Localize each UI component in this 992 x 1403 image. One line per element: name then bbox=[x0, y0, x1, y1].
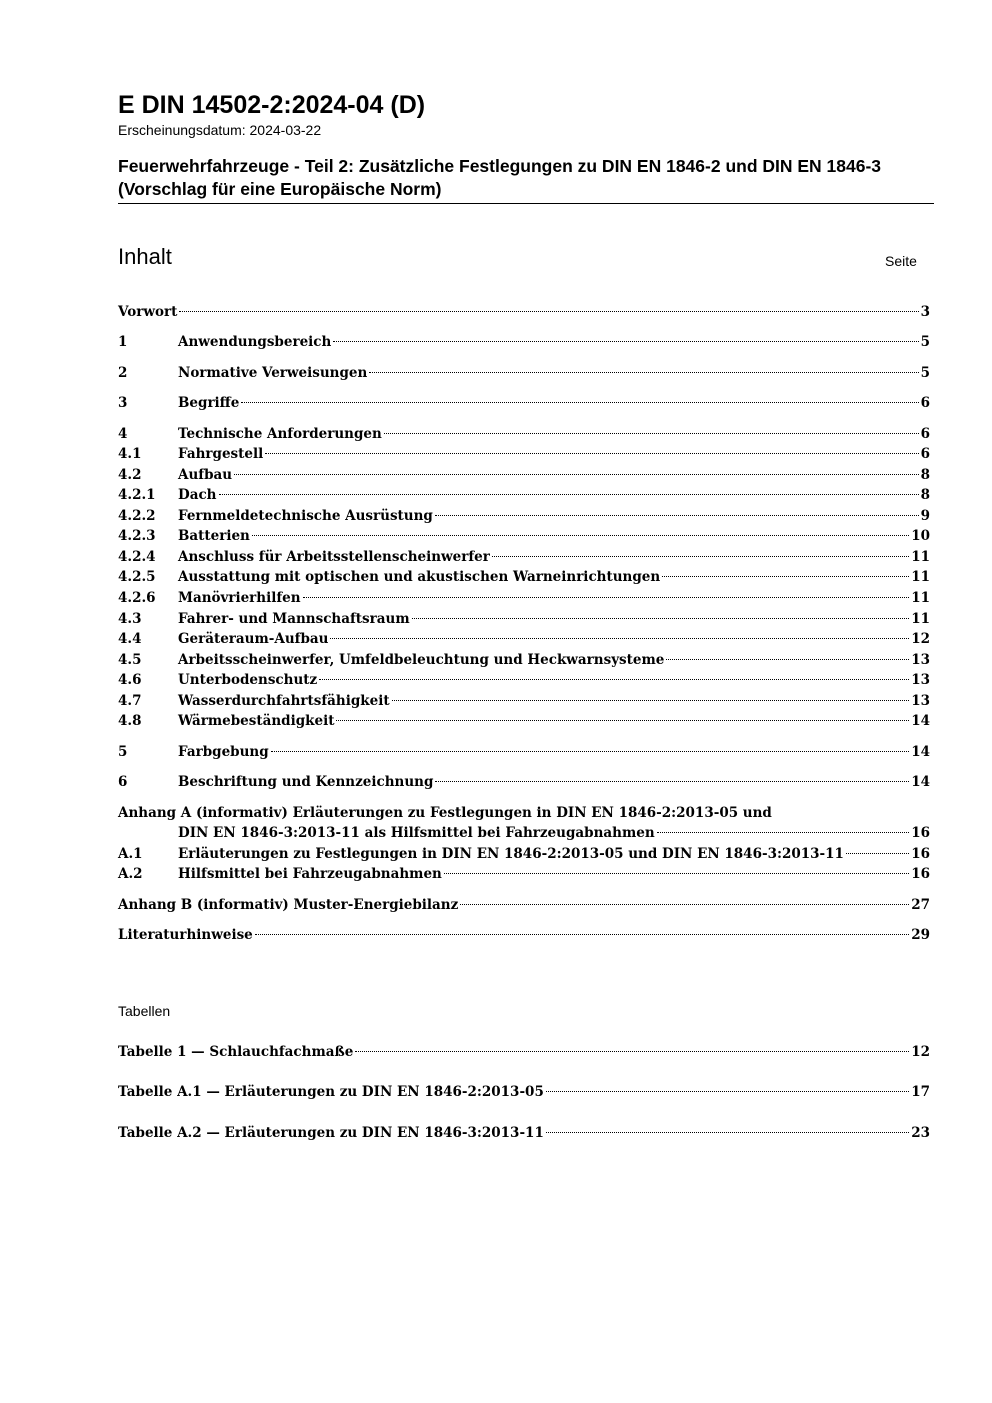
toc-entry-annex-a-line1[interactable]: Anhang A (informativ) Erläuterungen zu Festlegungen in DIN EN 1846-2:2013-05 und bbox=[118, 805, 772, 821]
toc-page: 11 bbox=[911, 611, 930, 627]
toc-label: Dach bbox=[178, 487, 217, 503]
dot-leader bbox=[330, 638, 909, 639]
dot-leader bbox=[241, 402, 918, 403]
toc-entry-a-1[interactable] bbox=[118, 844, 930, 864]
toc-label: Farbgebung bbox=[178, 744, 269, 760]
toc-label: Aufbau bbox=[178, 467, 233, 483]
toc-entry-4-3[interactable] bbox=[118, 609, 930, 629]
toc-entry-a-2[interactable] bbox=[118, 864, 930, 884]
table-page: 17 bbox=[911, 1084, 930, 1100]
table-label: Tabelle 1 — Schlauchfachmaße bbox=[118, 1044, 354, 1060]
toc-page: 14 bbox=[911, 713, 930, 729]
toc-page: 6 bbox=[920, 446, 930, 462]
dot-leader bbox=[662, 576, 909, 577]
toc-entry-4-2-3[interactable] bbox=[118, 526, 930, 546]
document-title: Feuerwehrfahrzeuge - Teil 2: Zusätzliche Festlegungen zu DIN EN 1846-2 und DIN EN 1846-3 (Vorschlag für eine Europäische Norm) bbox=[118, 155, 934, 204]
toc-number: 4 bbox=[118, 426, 128, 442]
toc-entry-2[interactable] bbox=[118, 363, 930, 383]
dot-leader bbox=[234, 474, 918, 475]
toc-number: 4.2.6 bbox=[118, 590, 156, 606]
toc-page: 16 bbox=[911, 846, 930, 862]
toc-number: 2 bbox=[118, 365, 128, 381]
dot-leader bbox=[265, 453, 918, 454]
dot-leader bbox=[355, 1051, 909, 1052]
table-entry-a-1[interactable] bbox=[118, 1082, 930, 1102]
tables-heading: Tabellen bbox=[118, 1003, 171, 1019]
table-page: 12 bbox=[911, 1044, 930, 1060]
toc-page: 16 bbox=[911, 825, 930, 841]
toc-number: 1 bbox=[118, 334, 128, 350]
dot-leader bbox=[333, 341, 918, 342]
dot-leader bbox=[384, 433, 919, 434]
toc-number: A.2 bbox=[118, 866, 143, 882]
toc-page: 3 bbox=[920, 304, 930, 320]
dot-leader bbox=[657, 832, 910, 833]
toc-label: Beschriftung und Kennzeichnung bbox=[178, 774, 434, 790]
toc-label: Fernmeldetechnische Ausrüstung bbox=[178, 508, 433, 524]
toc-entry-bibliography[interactable] bbox=[118, 925, 930, 945]
toc-page: 14 bbox=[911, 744, 930, 760]
document-header bbox=[118, 90, 934, 204]
toc-label: Arbeitsscheinwerfer, Umfeldbeleuchtung und Heckwarnsysteme bbox=[178, 652, 665, 668]
toc-number: 4.2.1 bbox=[118, 487, 156, 503]
toc-label: Manövrierhilfen bbox=[178, 590, 301, 606]
toc-number: 4.8 bbox=[118, 713, 142, 729]
toc-page: 13 bbox=[911, 693, 930, 709]
toc-entry-1[interactable] bbox=[118, 332, 930, 352]
toc-label: Fahrgestell bbox=[178, 446, 264, 462]
toc-entry-4-4[interactable] bbox=[118, 629, 930, 649]
toc-page: 13 bbox=[911, 652, 930, 668]
toc-page: 8 bbox=[920, 487, 930, 503]
dot-leader bbox=[412, 618, 910, 619]
toc-label: Begriffe bbox=[178, 395, 240, 411]
toc-number: 4.1 bbox=[118, 446, 142, 462]
toc-number: 4.4 bbox=[118, 631, 142, 647]
dot-leader bbox=[271, 751, 910, 752]
table-page: 23 bbox=[911, 1125, 930, 1141]
dot-leader bbox=[219, 494, 919, 495]
toc-number: 3 bbox=[118, 395, 128, 411]
toc-number: 4.2 bbox=[118, 467, 142, 483]
toc-page: 8 bbox=[920, 467, 930, 483]
toc-number: 4.5 bbox=[118, 652, 142, 668]
table-entry-1[interactable] bbox=[118, 1042, 930, 1062]
toc-page: 5 bbox=[920, 334, 930, 350]
dot-leader bbox=[369, 372, 918, 373]
dot-leader bbox=[303, 597, 910, 598]
toc-label: Ausstattung mit optischen und akustischen Warneinrichtungen bbox=[178, 569, 661, 585]
dot-leader bbox=[435, 781, 909, 782]
dot-leader bbox=[255, 934, 909, 935]
toc-page: 5 bbox=[920, 365, 930, 381]
toc-label: Anwendungsbereich bbox=[178, 334, 332, 350]
dot-leader bbox=[336, 720, 909, 721]
toc-entry-3[interactable] bbox=[118, 393, 930, 413]
toc-entry-4-6[interactable] bbox=[118, 670, 930, 690]
toc-label: Anschluss für Arbeitsstellenscheinwerfer bbox=[178, 549, 490, 565]
toc-entry-4-2-4[interactable] bbox=[118, 547, 930, 567]
dot-leader bbox=[319, 679, 909, 680]
toc-entry-4-5[interactable] bbox=[118, 650, 930, 670]
toc-number: 4.3 bbox=[118, 611, 142, 627]
toc-page: 6 bbox=[920, 395, 930, 411]
toc-number: 5 bbox=[118, 744, 128, 760]
toc-label: Hilfsmittel bei Fahrzeugabnahmen bbox=[178, 866, 442, 882]
toc-page: 16 bbox=[911, 866, 930, 882]
toc-number: 4.6 bbox=[118, 672, 142, 688]
toc-number: 6 bbox=[118, 774, 128, 790]
document-id: E DIN 14502-2:2024-04 (D) bbox=[118, 91, 426, 119]
toc-entry-4-8[interactable] bbox=[118, 711, 930, 731]
toc-page: 9 bbox=[920, 508, 930, 524]
toc-page: 14 bbox=[911, 774, 930, 790]
toc-label: Erläuterungen zu Festlegungen in DIN EN 1846-2:2013-05 und DIN EN 1846-3:2013-11 bbox=[178, 846, 844, 862]
toc-page: 12 bbox=[911, 631, 930, 647]
page-column-label: Seite bbox=[885, 253, 917, 269]
toc-label: Geräteraum-Aufbau bbox=[178, 631, 329, 647]
dot-leader bbox=[460, 904, 909, 905]
toc-label: Vorwort bbox=[118, 304, 178, 320]
toc-page: 11 bbox=[911, 590, 930, 606]
toc-entry-6[interactable] bbox=[118, 772, 930, 792]
toc-number: 4.2.5 bbox=[118, 569, 156, 585]
toc-page: 11 bbox=[911, 549, 930, 565]
dot-leader bbox=[444, 873, 909, 874]
toc-label: DIN EN 1846-3:2013-11 als Hilfsmittel bei Fahrzeugabnahmen bbox=[178, 825, 655, 841]
dot-leader bbox=[435, 515, 919, 516]
dot-leader bbox=[492, 556, 909, 557]
dot-leader bbox=[546, 1132, 909, 1133]
toc-label: Wärmebeständigkeit bbox=[178, 713, 335, 729]
toc-label: Normative Verweisungen bbox=[178, 365, 368, 381]
dot-leader bbox=[392, 700, 910, 701]
dot-leader bbox=[252, 535, 909, 536]
toc-number: A.1 bbox=[118, 846, 143, 862]
toc-label: Literaturhinweise bbox=[118, 927, 253, 943]
toc-heading: Inhalt bbox=[118, 244, 172, 269]
toc-page: 6 bbox=[920, 426, 930, 442]
publication-date: Erscheinungsdatum: 2024-03-22 bbox=[118, 122, 322, 138]
toc-label: Anhang B (informativ) Muster-Energiebilanz bbox=[118, 897, 459, 913]
toc-page: 27 bbox=[911, 897, 930, 913]
toc-label: Fahrer- und Mannschaftsraum bbox=[178, 611, 410, 627]
toc-label: Batterien bbox=[178, 528, 250, 544]
toc-number: 4.2.4 bbox=[118, 549, 156, 565]
toc-entry-4-2-2[interactable] bbox=[118, 506, 930, 526]
toc-entry-4-7[interactable] bbox=[118, 691, 930, 711]
toc-number: 4.2.3 bbox=[118, 528, 156, 544]
toc-entry-4-2[interactable] bbox=[118, 465, 930, 485]
toc-entry-annex-a[interactable] bbox=[118, 823, 930, 843]
toc-label: Wasserdurchfahrtsfähigkeit bbox=[178, 693, 390, 709]
toc-label: Technische Anforderungen bbox=[178, 426, 382, 442]
toc-number: 4.7 bbox=[118, 693, 142, 709]
toc-page: 11 bbox=[911, 569, 930, 585]
toc-page: 13 bbox=[911, 672, 930, 688]
toc-entry-4[interactable] bbox=[118, 424, 930, 444]
toc-number: 4.2.2 bbox=[118, 508, 156, 524]
toc-entry-4-2-1[interactable] bbox=[118, 485, 930, 505]
dot-leader bbox=[546, 1091, 909, 1092]
table-label: Tabelle A.1 — Erläuterungen zu DIN EN 1846-2:2013-05 bbox=[118, 1084, 544, 1100]
toc-label: Unterbodenschutz bbox=[178, 672, 318, 688]
table-label: Tabelle A.2 — Erläuterungen zu DIN EN 1846-3:2013-11 bbox=[118, 1125, 544, 1141]
dot-leader bbox=[179, 311, 918, 312]
toc-entry-4-2-5[interactable] bbox=[118, 567, 930, 587]
toc-entry-5[interactable] bbox=[118, 742, 930, 762]
toc-page: 10 bbox=[911, 528, 930, 544]
dot-leader bbox=[666, 659, 909, 660]
toc-page: 29 bbox=[911, 927, 930, 943]
toc-entry-4-2-6[interactable] bbox=[118, 588, 930, 608]
toc-entry-annex-b[interactable] bbox=[118, 895, 930, 915]
toc-entry-foreword[interactable] bbox=[118, 302, 930, 322]
dot-leader bbox=[846, 853, 909, 854]
toc-entry-4-1[interactable] bbox=[118, 444, 930, 464]
table-entry-a-2[interactable] bbox=[118, 1123, 930, 1143]
